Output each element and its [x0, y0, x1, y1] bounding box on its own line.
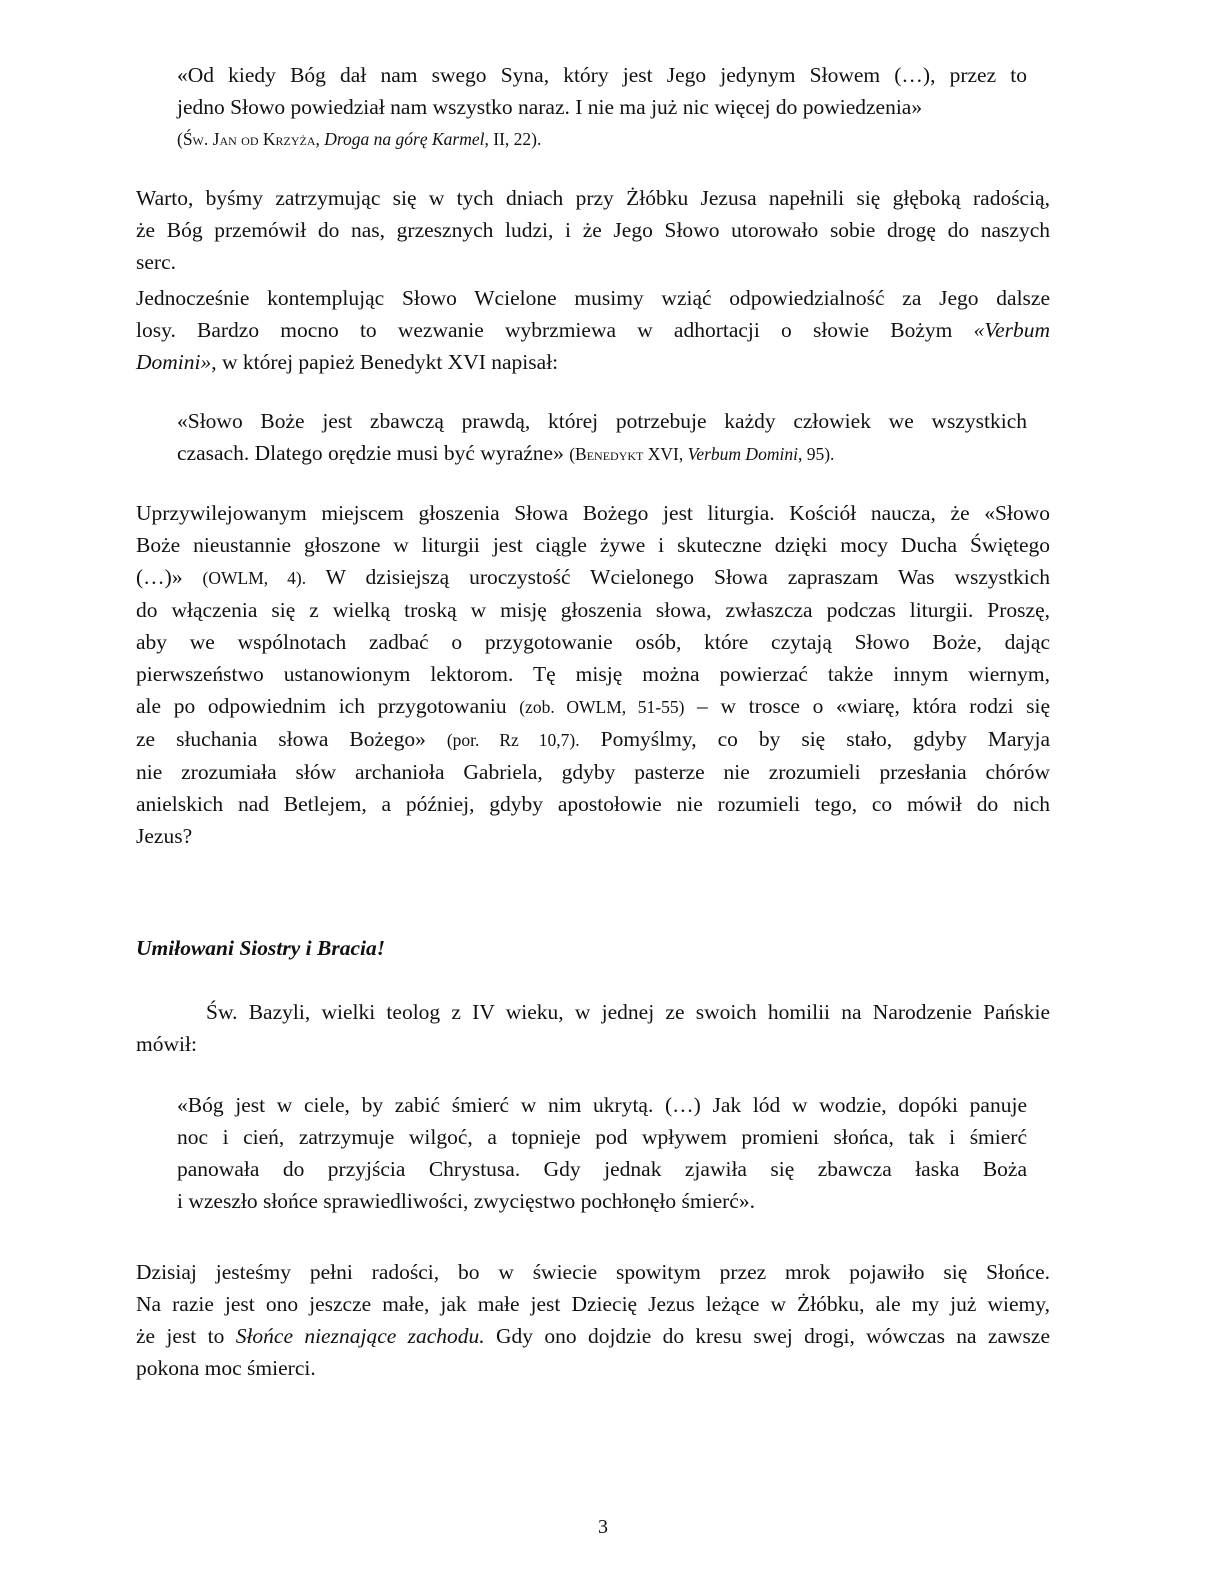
text-run: ze słuchania słowa Bożego»	[136, 727, 447, 751]
italic-run: Domini»	[136, 350, 212, 374]
citation-reference: , II, 22).	[484, 129, 542, 149]
paragraph-line	[136, 346, 1050, 378]
paragraph-line: Warto, byśmy zatrzymując się w tych dniach przy Żłóbku Jezusa napełnili się głęboką radością,	[136, 186, 1050, 210]
paragraph-line	[136, 561, 1050, 594]
section-heading: Umiłowani Siostry i Bracia!	[136, 936, 386, 960]
paragraph-line: Jezus?	[136, 824, 193, 848]
page-number: 3	[598, 1516, 608, 1538]
paragraph-line: Św. Bazyli, wielki teolog z IV wieku, w jednej ze swoich homilii na Narodzenie Pańskie	[206, 1000, 1050, 1024]
quote-bazyli	[177, 1089, 1027, 1217]
paragraph-line: nie zrozumiała słów archanioła Gabriela, gdyby pasterze nie zrozumieli przesłania chórów	[136, 760, 1050, 784]
text-run: , w której papież Benedykt XVI napisał:	[211, 350, 559, 374]
paragraph-line	[136, 723, 1050, 756]
citation-run: (zob. OWLM, 51-55)	[519, 697, 685, 717]
paragraph-line: Na razie jest ono jeszcze małe, jak małe jest Dziecię Jezus leżące w Żłóbku, ale my już wiemy,	[136, 1292, 1050, 1316]
quote-citation	[177, 123, 1027, 155]
quote-citation	[569, 444, 834, 464]
citation-separator: ,	[315, 129, 325, 149]
citation-run: (por. Rz 10,7).	[446, 730, 580, 750]
text-run: Gdy ono dojdzie do kresu swej drogi, wówczas na zawsze	[484, 1324, 1050, 1348]
paragraph-bazyli	[136, 996, 1050, 1060]
paragraph-zlobek	[136, 182, 1050, 278]
quote-line: jedno Słowo powiedział nam wszystko naraz. I nie ma już nic więcej do powiedzenia»	[177, 95, 923, 119]
paragraph-line: do włączenia się z wielką troską w misję głoszenia słowa, zwłaszcza podczas liturgii. Proszę,	[136, 598, 1050, 622]
paragraph-verbum-domini	[136, 282, 1050, 378]
citation-author: Św. Jan od Krzyża	[182, 129, 316, 149]
paragraph-line	[136, 690, 1050, 723]
citation-open: (	[569, 444, 576, 464]
text-run: (…)»	[136, 565, 203, 589]
text-run: – w trosce o «wiarę, która rodzi się	[684, 694, 1050, 718]
text-run: ale po odpowiednim ich przygotowaniu	[136, 694, 520, 718]
quote-line: «Od kiedy Bóg dał nam swego Syna, który jest Jego jedynym Słowem (…), przez to	[177, 63, 1027, 87]
paragraph-line: pierwszeństwo ustanowionym lektorom. Tę misję można powierzać także innym wiernym,	[136, 662, 1050, 686]
quote-benedykt	[177, 405, 1027, 470]
quote-line: noc i cień, zatrzymuje wilgoć, a topnieje pod wpływem promieni słońca, tak i śmierć	[177, 1125, 1027, 1149]
paragraph-line	[136, 1320, 1050, 1352]
text-run: losy. Bardzo mocno to wezwanie wybrzmiewa w adhortacji o słowie Bożym	[136, 318, 974, 342]
paragraph-line: że Bóg przemówił do nas, grzesznych ludzi, i że Jego Słowo utorowało sobie drogę do naszych	[136, 218, 1050, 242]
citation-title: Verbum Domini	[687, 444, 798, 464]
citation-separator: ,	[678, 444, 688, 464]
paragraph-line: anielskich nad Betlejem, a później, gdyby apostołowie nie rozumieli tego, co mówił do nich	[136, 792, 1050, 816]
quote-line: «Słowo Boże jest zbawczą prawdą, której potrzebuje każdy człowiek we wszystkich	[177, 409, 1027, 433]
quote-line: «Bóg jest w ciele, by zabić śmierć w nim ukrytą. (…) Jak lód w wodzie, dopóki panuje	[177, 1093, 1027, 1117]
paragraph-line: serc.	[136, 250, 176, 274]
citation-title: Droga na górę Karmel	[324, 129, 485, 149]
quote-line: i wzeszło słońce sprawiedliwości, zwycięstwo pochłonęło śmierć».	[177, 1189, 755, 1213]
text-run: W dzisiejszą uroczystość Wcielonego Słowa zapraszam Was wszystkich	[306, 565, 1050, 589]
paragraph-line: Jednocześnie kontemplując Słowo Wcielone musimy wziąć odpowiedzialność za Jego dalsze	[136, 286, 1050, 310]
paragraph-line: aby we wspólnotach zadbać o przygotowanie osób, które czytają Słowo Boże, dając	[136, 630, 1050, 654]
citation-reference: , 95).	[797, 444, 835, 464]
quote-line	[177, 437, 1027, 470]
paragraph-line: Boże nieustannie głoszone w liturgii jest ciągle żywe i skuteczne dzięki mocy Ducha Świętego	[136, 533, 1050, 557]
text-run: czasach. Dlatego orędzie musi być wyraźne»	[177, 441, 570, 465]
paragraph-line: Dzisiaj jesteśmy pełni radości, bo w świecie spowitym przez mrok pojawiło się Słońce.	[136, 1260, 1050, 1284]
paragraph-liturgia	[136, 497, 1050, 852]
paragraph-line	[136, 314, 1050, 346]
text-run: Pomyślmy, co by się stało, gdyby Maryja	[579, 727, 1050, 751]
italic-run: Słońce nieznające zachodu.	[235, 1324, 485, 1348]
paragraph-slonce	[136, 1256, 1050, 1384]
text-run: że jest to	[136, 1324, 236, 1348]
paragraph-line: Uprzywilejowanym miejscem głoszenia Słowa Bożego jest liturgia. Kościół naucza, że «Słowo	[136, 501, 1050, 525]
citation-author: Benedykt XVI	[575, 444, 679, 464]
citation-open: (	[177, 129, 183, 149]
paragraph-line: pokona moc śmierci.	[136, 1356, 316, 1380]
citation-run: (OWLM, 4).	[202, 568, 307, 588]
quote-line: panowała do przyjścia Chrystusa. Gdy jednak zjawiła się zbawcza łaska Boża	[177, 1157, 1027, 1181]
quote-jan-od-krzyza	[177, 59, 1027, 155]
paragraph-line: mówił:	[136, 1032, 197, 1056]
italic-run: «Verbum	[973, 318, 1050, 342]
